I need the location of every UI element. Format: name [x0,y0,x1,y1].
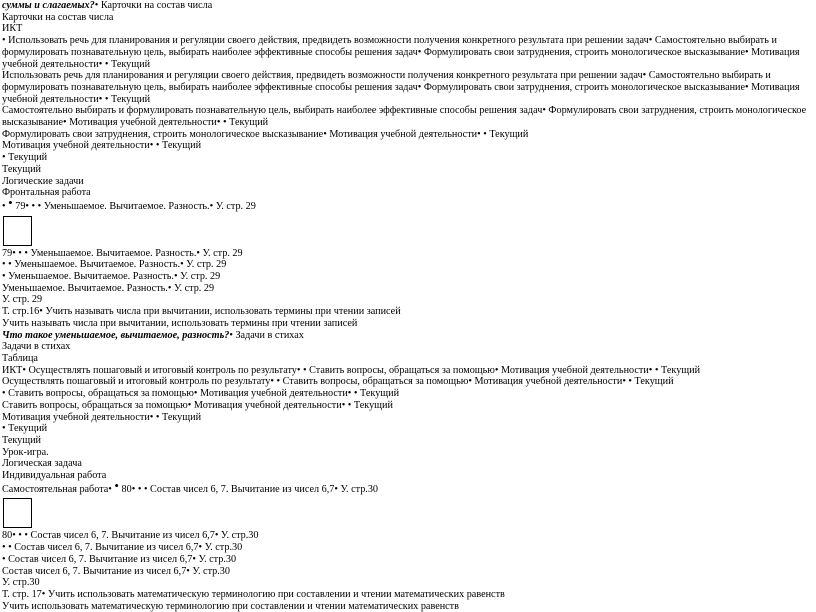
text-line [2,458,816,470]
bullet-glyph: • [114,481,119,493]
line-text: Урок-игра. [2,446,49,458]
line-text: • • Состав чисел 6, 7. Вычитание из чисел 6,7• У. стр.30 [2,542,243,554]
empty-table-cell [3,498,32,528]
text-line [2,248,816,260]
line-text: Текущий [2,163,42,175]
text-line [2,152,816,164]
text-line [2,35,816,70]
line-text: Самостоятельная работа• [2,483,115,495]
text-line [2,376,816,388]
line-text: Логические задачи [2,175,84,187]
text-line [2,164,816,176]
line-text: Состав чисел 6, 7. Вычитание из чисел 6,7• У. стр.30 [2,565,230,577]
text-line [2,271,816,283]
line-text: • • Уменьшаемое. Вычитаемое. Разность.• У. стр. 29 [2,259,227,271]
text-line [2,542,816,554]
line-text: Карточки на состав числа [2,11,114,23]
text-line [2,577,816,589]
line-text: Мотивация учебной деятельности• • Текущий [2,140,202,152]
line-text: Текущий [2,434,42,446]
text-line [2,23,816,35]
line-text: Т. стр. 17• Учить использовать математическую терминологию при составлении и чтении математических равенств [2,588,505,600]
line-text: • Текущий [2,152,48,164]
question-text: суммы и слагаемых? [2,0,95,11]
text-line [2,318,816,330]
line-text: Ставить вопросы, обращаться за помощью• Мотивация учебной деятельности• • Текущий [2,399,393,411]
text-line [2,589,816,601]
line-text: ИКТ• Осуществлять пошаговый и итоговый контроль по результату• • Ставить вопросы, обращаться за помощью• Мотивация учебной деятельности• • Текущий [2,364,701,376]
line-text: • Карточки на состав числа [94,0,213,11]
text-line [2,187,816,199]
text-line [2,176,816,188]
line-text: Фронтальная работа [2,187,91,199]
line-text: Учить использовать математическую терминологию при составлении и чтении математических равенств [2,600,459,612]
line-text: • Текущий [2,423,48,435]
line-text: ИКТ [2,23,23,35]
text-line [2,388,816,400]
line-text: Логическая задача [2,458,82,470]
line-text: Формулировать свои затруднения, строить монологическое высказывание• Мотивация учебной деятельности• • Текущий [2,128,529,140]
text-line [2,306,816,318]
line-text: Задачи в стихах [2,341,71,353]
line-text: 80• • • Состав чисел 6, 7. Вычитание из чисел 6,7• У. стр.30 [2,530,259,542]
line-text: Использовать речь для планирования и регуляции своего действия, предвидеть возможности получения конкретного результата при решении задач• Самостоятельно выбирать и формулировать познавательную цель, выбирать наиболее эффективные способы решения задач• Формулировать свои затруднения, строить монологическое высказывание• Мотивация учебной деятельности• • Текущий [2,70,800,105]
line-text: Уменьшаемое. Вычитаемое. Разность.• У. стр. 29 [2,282,215,294]
line-text: • Уменьшаемое. Вычитаемое. Разность.• У. стр. 29 [2,271,221,283]
line-text: • Задачи в стихах [229,329,304,341]
line-text: У. стр.30 [2,577,40,589]
text-line [2,412,816,424]
text-line [2,365,816,377]
line-text: 79• • • Уменьшаемое. Вычитаемое. Разность.• У. стр. 29 [2,247,243,259]
line-text: • [2,200,9,212]
text-line [2,423,816,435]
line-text: Т. стр.16• Учить называть числа при вычитании, использовать термины при чтении записей [2,306,401,318]
line-text: • Ставить вопросы, обращаться за помощью• Мотивация учебной деятельности• • Текущий [2,388,400,400]
text-line [2,435,816,447]
text-line [2,482,816,496]
line-text: Мотивация учебной деятельности• • Текущий [2,411,202,423]
text-line [2,470,816,482]
question-text: Что такое уменьшаемое, вычитаемое, разность? [2,329,230,341]
text-line [2,105,816,128]
line-text: Таблица [2,352,38,364]
line-text: Осуществлять пошаговый и итоговый контроль по результату• • Ставить вопросы, обращаться за помощью• Мотивация учебной деятельности• • Текущий [2,376,674,388]
line-text: Учить называть числа при вычитании, использовать термины при чтении записей [2,317,358,329]
text-line [2,601,816,612]
text-line [2,530,816,542]
text-line [2,330,816,342]
line-text: Самостоятельно выбирать и формулировать познавательную цель, выбирать наиболее эффективные способы решения задач• Формулировать свои затруднения, строить монологическое высказывание• Мотивация учебной деятельности• • Текущий [2,105,807,129]
text-line [2,199,816,213]
text-line [2,353,816,365]
line-text: Индивидуальная работа [2,470,107,482]
text-line [2,283,816,295]
text-line [2,140,816,152]
text-line [2,554,816,566]
text-line [2,400,816,412]
bullet-glyph: • [8,198,13,210]
line-text: • Использовать речь для планирования и регуляции своего действия, предвидеть возможности получения конкретного результата при решении задач• Самостоятельно выбирать и формулировать познавательную цель, выбирать наиболее эффективные способы решения задач• Формулировать свои затруднения, строить монологическое высказывание• Мотивация учебной деятельности• • Текущий [2,35,800,70]
text-line [2,566,816,578]
text-line [2,129,816,141]
text-line [2,447,816,459]
text-line [2,341,816,353]
text-line [2,0,816,12]
text-line [2,259,816,271]
line-text: 79• • • Уменьшаемое. Вычитаемое. Разность.• У. стр. 29 [12,200,256,212]
text-line [2,12,816,24]
line-text: 80• • • Состав чисел 6, 7. Вычитание из чисел 6,7• У. стр.30 [118,483,379,495]
text-line [2,294,816,306]
empty-table-cell [3,216,32,246]
line-text: • Состав чисел 6, 7. Вычитание из чисел 6,7• У. стр.30 [2,553,237,565]
line-text: У. стр. 29 [2,294,43,306]
text-line [2,70,816,105]
